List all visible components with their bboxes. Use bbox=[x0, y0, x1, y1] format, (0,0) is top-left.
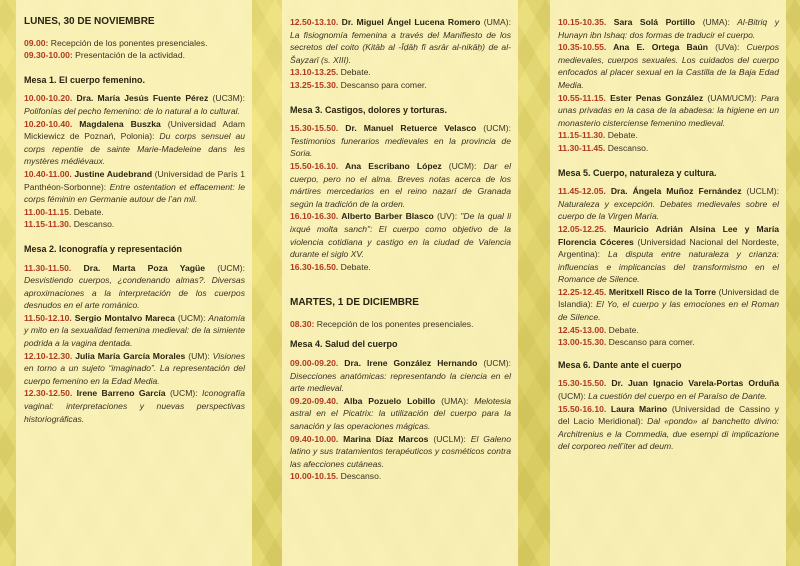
intro-line bbox=[24, 49, 245, 62]
affiliation: (UCM): bbox=[165, 388, 198, 399]
speaker-name: Irene Barreno García bbox=[72, 388, 166, 399]
time-label: 09.00-09.20. bbox=[290, 358, 339, 369]
program-column-1 bbox=[16, 0, 252, 566]
speaker-name: Dr. Manuel Retuerce Velasco bbox=[338, 123, 477, 134]
talk-title: Dar el cuerpo, pero no el alma. Breves notas acerca de los mártires mercedarios en el reino nazarí de Granada según la tradición de la orden. bbox=[290, 160, 511, 209]
affiliation: (UCLM): bbox=[428, 433, 466, 444]
speaker-name: Alba Pozuelo Lobillo bbox=[338, 395, 436, 406]
time-label: 15.30-15.50. bbox=[558, 378, 607, 389]
break-text: Descanso. bbox=[605, 142, 649, 153]
speaker-name: Magdalena Buszka bbox=[72, 118, 161, 129]
break-line bbox=[558, 129, 779, 142]
speaker-name: Laura Marino bbox=[606, 403, 668, 414]
panel-heading: Mesa 5. Cuerpo, naturaleza y cultura. bbox=[558, 167, 717, 178]
time-label: 10.00-10.20. bbox=[24, 93, 73, 104]
talk-title: Du corps sensuel au corps repentie de sainte Marie-Madeleine dans les mystères médiévaux. bbox=[24, 131, 246, 167]
time-label: 12.25-12.45. bbox=[558, 286, 607, 297]
break-line bbox=[290, 79, 511, 92]
speaker-name: Dra. María Jesús Fuente Pérez bbox=[72, 93, 209, 104]
time-label: 11.50-12.10. bbox=[24, 312, 72, 323]
talk-title: Polifonías del pecho femenino: de lo natural a lo cultural. bbox=[24, 105, 240, 116]
panel-heading: Mesa 4. Salud del cuerpo bbox=[290, 339, 398, 350]
panel-heading: Mesa 1. El cuerpo femenino. bbox=[24, 74, 146, 85]
panel-heading: Mesa 2. Iconografía y representación bbox=[24, 243, 183, 254]
time-label: 08.30: bbox=[290, 318, 315, 329]
time-label: 10.40-11.00. bbox=[24, 168, 72, 179]
time-label: 10.15-10.35. bbox=[558, 17, 607, 27]
time-label: 10.00-10.15. bbox=[290, 471, 339, 482]
break-text: . Debate. bbox=[68, 206, 104, 217]
time-label: 11.15-11.30. bbox=[558, 130, 606, 141]
time-label: 09.20-09.40. bbox=[290, 395, 339, 406]
talk-title: Dal «pondo» al banchetto divino: Architrenius e la Commedia, due esempi di implicazione del corporeo nell’iter ad deum. bbox=[558, 416, 779, 452]
affiliation: (Universidad de Islandia): bbox=[558, 286, 779, 310]
time-label: 12.50-13.10. bbox=[290, 17, 339, 27]
break-line bbox=[558, 324, 779, 337]
talk-entry bbox=[558, 92, 779, 130]
affiliation: (Universidad de Cassino y del Lacio Meridional): bbox=[558, 403, 779, 427]
talk-entry bbox=[290, 210, 511, 260]
panel-heading: Mesa 6. Dante ante el cuerpo bbox=[558, 359, 682, 370]
talk-title: Anatomía y mito en la sexualidad femenina medieval: de la simiente podrida a la vagina dentada. bbox=[24, 312, 246, 349]
talk-title: El Yo, el cuerpo y las emociones en el Roman de Silence. bbox=[558, 299, 779, 323]
break-text: Descanso para comer. bbox=[338, 79, 427, 90]
time-label: 11.30-11.50. bbox=[24, 262, 72, 273]
affiliation: (Universidad Adam Mickiewicz de Poznań, Polonia): bbox=[24, 118, 245, 142]
affiliation: (UCM): bbox=[205, 262, 245, 273]
talk-entry bbox=[24, 168, 245, 206]
day-heading: MARTES, 1 DE DICIEMBRE bbox=[290, 297, 419, 309]
speaker-name: Dra. Marta Poza Yagüe bbox=[71, 262, 206, 273]
affiliation: (UV): bbox=[433, 211, 458, 222]
break-text: Debate. bbox=[338, 67, 371, 78]
time-label: 16.30-16.50. bbox=[290, 261, 339, 272]
time-label: 10.35-10.55. bbox=[558, 42, 607, 53]
time-label: 15.30-15.50. bbox=[290, 123, 339, 134]
talk-title: Entre ostentation et effacement: le corps féminin en Germanie autour de l’an mil. bbox=[24, 181, 245, 205]
program-column-2 bbox=[282, 0, 518, 566]
speaker-name: Dr. Juan Ignacio Varela-Portas Orduña bbox=[606, 378, 779, 389]
talk-entry bbox=[558, 377, 779, 402]
talk-title: Disecciones anatómicas: representando la ciencia en el arte medieval. bbox=[290, 370, 511, 394]
break-text: Debate. bbox=[605, 130, 638, 141]
talk-title: Al-Bitriq y Hunayn ibn Ishaq: dos formas de traducir el cuerpo. bbox=[558, 17, 779, 40]
talk-entry bbox=[24, 312, 245, 350]
time-label: 12.30-12.50. bbox=[24, 388, 73, 399]
affiliation: (UVa): bbox=[708, 42, 740, 53]
break-line bbox=[558, 142, 779, 155]
talk-title: Naturaleza y excepción. Debates medievales sobre el cuerpo de la Virgen María. bbox=[558, 198, 779, 222]
break-text: Descanso. bbox=[338, 471, 382, 482]
affiliation: (UCM): bbox=[477, 358, 512, 369]
talk-title: "De la qual li ixqué molta sanch": El cuerpo como objetivo de la violencia cotidiana y castigo en la ciudad de Valencia durante el siglo XV. bbox=[290, 211, 512, 260]
intro-text: Recepción de los ponentes presenciales. bbox=[314, 318, 474, 329]
talk-title: Visiones en torno a un sujeto “imaginado”. La representación del cuerpo femenino en la Edad Media. bbox=[24, 350, 245, 386]
talk-title: Cuerpos medievales, cuerpos sexuales. Los cuidados del cuerpo enfocados al placer sexual en la Castilla de la Baja Edad Media. bbox=[558, 42, 779, 90]
speaker-name: Ester Penas González bbox=[605, 92, 704, 103]
break-line bbox=[290, 66, 511, 79]
time-label: 09.00: bbox=[24, 37, 49, 48]
speaker-name: Meritxell Risco de la Torre bbox=[606, 286, 717, 297]
talk-entry bbox=[558, 16, 779, 41]
talk-entry bbox=[558, 223, 779, 286]
speaker-name: Alberto Barber Blasco bbox=[338, 211, 434, 222]
talk-entry bbox=[290, 16, 511, 66]
speaker-name: Ana E. Ortega Baún bbox=[606, 42, 709, 53]
talk-entry bbox=[558, 185, 779, 223]
affiliation: (UMA): bbox=[695, 17, 730, 27]
time-label: 12.10-12.30. bbox=[24, 350, 73, 361]
talk-entry bbox=[24, 262, 245, 312]
talk-title: Melotesia astral en el Picatrix: la utilización del cuerpo para la sanación y las operaciones mágicas. bbox=[290, 395, 511, 432]
talk-title: Desvistiendo cuerpos, ¿condenando almas?. Diversas aproximaciones a la interpretación de los cuerpos desnudos en el arte románico. bbox=[24, 275, 245, 311]
intro-line bbox=[290, 318, 511, 331]
speaker-name: Ana Escribano López bbox=[338, 160, 442, 171]
break-line bbox=[24, 206, 245, 219]
time-label: 11.30-11.45. bbox=[558, 142, 606, 153]
affiliation: (Universidad Nacional del Nordeste, Argentina): bbox=[558, 236, 779, 260]
affiliation: (Universidad de París 1 Panthéon-Sorbonne): bbox=[24, 168, 246, 192]
time-label: 11.15-11.30. bbox=[24, 219, 72, 230]
speaker-name: Dra. Irene González Hernando bbox=[338, 358, 478, 369]
talk-entry bbox=[290, 433, 511, 471]
speaker-name: Dra. Ángela Muñoz Fernández bbox=[605, 186, 742, 197]
speaker-name: Sergio Montalvo Mareca bbox=[71, 312, 175, 323]
talk-entry bbox=[558, 286, 779, 324]
talk-entry bbox=[24, 92, 245, 117]
talk-entry bbox=[24, 118, 245, 168]
talk-title: Iconografía vaginal: interpretaciones y nuevas perspectivas historiográficas. bbox=[24, 388, 245, 424]
speaker-name: Marina Díaz Marcos bbox=[338, 433, 429, 444]
talk-entry bbox=[290, 122, 511, 160]
speaker-name: Sara Solá Portillo bbox=[606, 17, 696, 27]
talk-title: La disputa entre naturaleza y crianza: influencias e implicancias del transformismo en el Romance de Silence. bbox=[558, 249, 779, 285]
time-label: 11.00-11.15 bbox=[24, 206, 69, 217]
talk-entry bbox=[24, 387, 245, 425]
break-text: Debate. bbox=[606, 324, 639, 335]
talk-entry bbox=[290, 395, 511, 433]
time-label: 15.50-16.10. bbox=[558, 403, 607, 414]
break-text: Debate. bbox=[338, 261, 371, 272]
time-label: 16.10-16.30. bbox=[290, 211, 339, 222]
talk-title: El Galeno latino y sus tratamientos terapéuticos y cosméticos contra las afecciones cutáneas. bbox=[290, 433, 511, 469]
time-label: 13.25-15.30. bbox=[290, 79, 339, 90]
affiliation: (UMA): bbox=[435, 395, 469, 406]
break-line bbox=[290, 261, 511, 274]
affiliation: (UCM): bbox=[441, 160, 477, 171]
talk-entry bbox=[290, 357, 511, 395]
affiliation: (UCLM): bbox=[741, 186, 779, 197]
time-label: 12.05-12.25. bbox=[558, 223, 607, 234]
talk-entry bbox=[24, 350, 245, 388]
speaker-name: Dr. Miguel Ángel Lucena Romero bbox=[338, 17, 481, 27]
talk-entry bbox=[558, 41, 779, 91]
panel-heading: Mesa 3. Castigos, dolores y torturas. bbox=[290, 104, 448, 115]
intro-text: Presentación de la actividad. bbox=[72, 50, 185, 61]
affiliation: (UCM): bbox=[174, 312, 206, 323]
speaker-name: Mauricio Adrián Alsina Lee y María Florencia Cóceres bbox=[558, 223, 779, 247]
break-text: Descanso para comer. bbox=[606, 337, 695, 348]
time-label: 10.55-11.15. bbox=[558, 92, 606, 103]
break-line bbox=[558, 336, 779, 349]
time-label: 10.20-10.40. bbox=[24, 118, 73, 129]
affiliation: (UCM): bbox=[558, 391, 586, 402]
affiliation: (UC3M): bbox=[208, 93, 245, 104]
program-column-3 bbox=[550, 0, 786, 566]
time-label: 09.40-10.00. bbox=[290, 433, 339, 444]
speaker-name: Justine Audebrand bbox=[71, 168, 153, 179]
time-label: 09.30-10.00: bbox=[24, 50, 73, 61]
affiliation: (UM): bbox=[185, 350, 210, 361]
intro-text: Recepción de los ponentes presenciales. bbox=[48, 37, 208, 48]
talk-entry bbox=[558, 403, 779, 453]
time-label: 11.45-12.05. bbox=[558, 186, 606, 197]
talk-title: La fisiognomía femenina a través del Manifiesto de los secretos del coito (Kitāb al -Īḍāḥ fī asrār al-nikāḥ) de al-Šayzarī (s. XIII). bbox=[290, 29, 511, 65]
break-line bbox=[290, 470, 511, 483]
talk-title: Testimonios funerarios medievales en la provincia de Soria. bbox=[290, 135, 511, 159]
time-label: 12.45-13.00. bbox=[558, 324, 607, 335]
talk-entry bbox=[290, 160, 511, 210]
day-heading: LUNES, 30 DE NOVIEMBRE bbox=[24, 16, 155, 27]
time-label: 13.10-13.25. bbox=[290, 67, 339, 78]
speaker-name: Julia María García Morales bbox=[72, 350, 186, 361]
affiliation: (UMA): bbox=[480, 17, 511, 27]
intro-line bbox=[24, 37, 245, 50]
time-label: 13.00-15.30. bbox=[558, 337, 607, 348]
talk-title: Para unas privadas en la casa de la abadesa: la higiene en un monasterio cisterciense femenino medieval. bbox=[558, 92, 779, 128]
affiliation: (UAM/UCM): bbox=[703, 92, 757, 103]
break-text: Descanso. bbox=[71, 219, 115, 230]
time-label: 15.50-16.10. bbox=[290, 160, 339, 171]
break-line bbox=[24, 218, 245, 231]
talk-title: La cuestión del cuerpo en el Paraíso de Dante. bbox=[585, 391, 768, 402]
affiliation: (UCM): bbox=[476, 123, 511, 134]
